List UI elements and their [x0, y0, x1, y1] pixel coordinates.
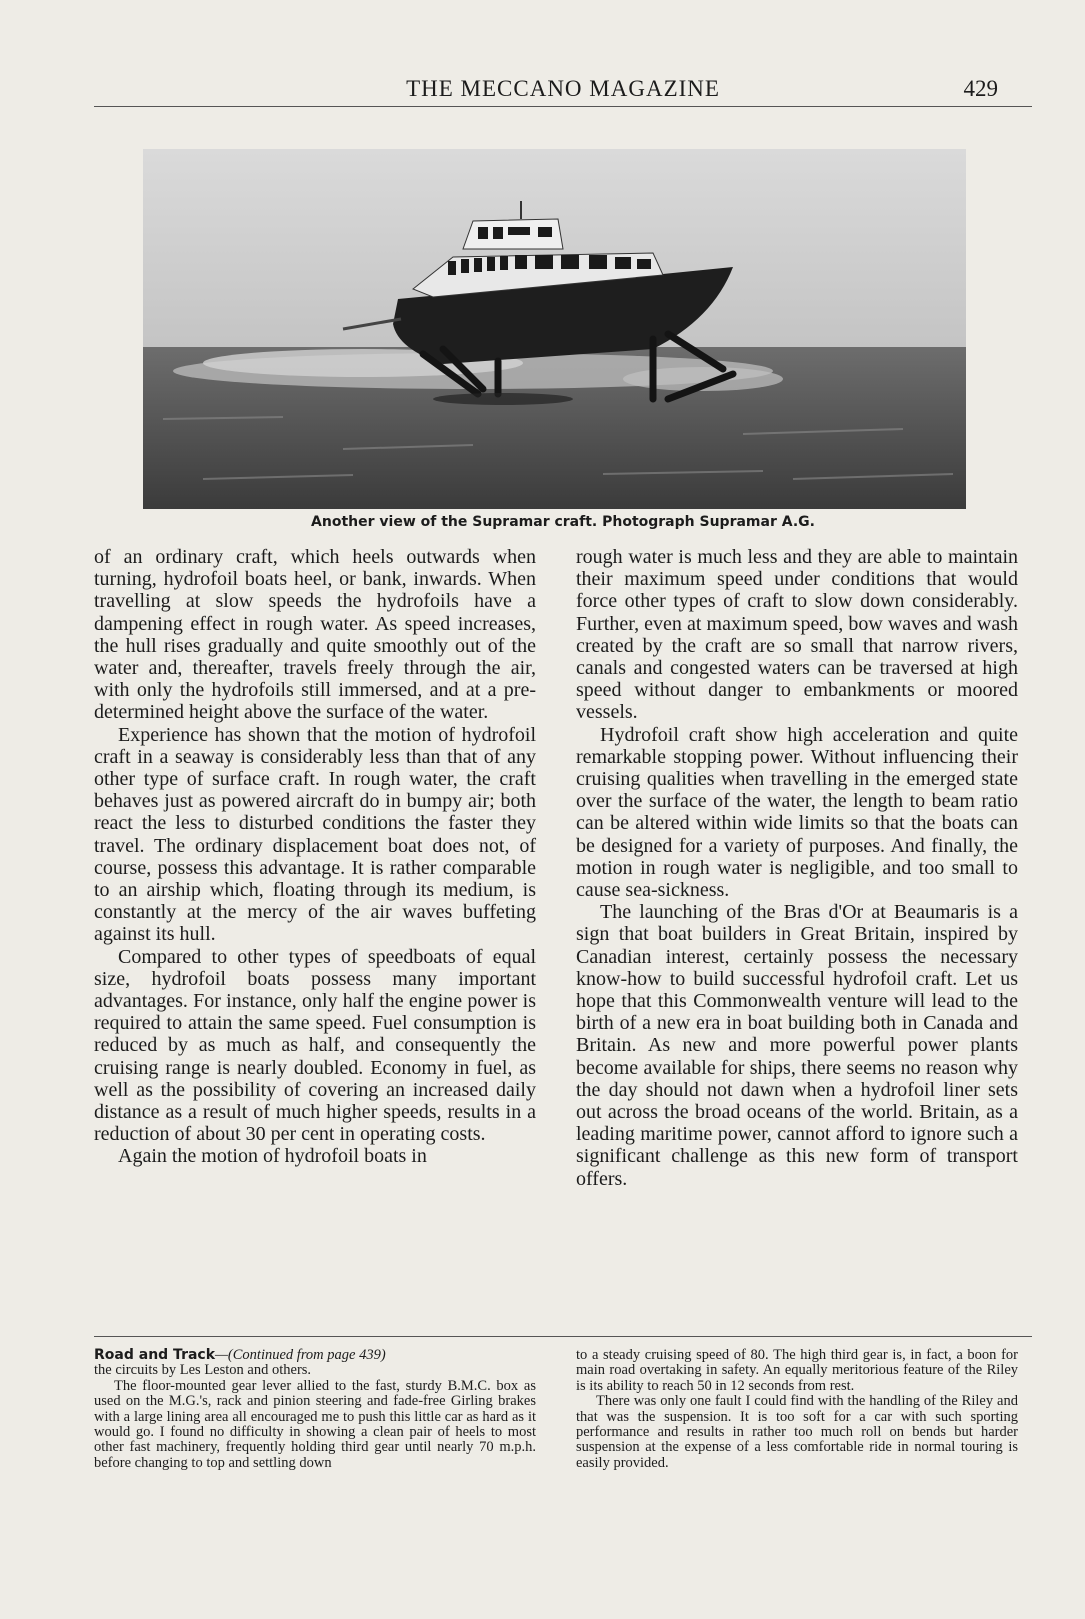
footnote-paragraph: The floor-mounted gear lever allied to the fast, sturdy B.M.C. box as used on the M.G.'s, rack and pinion steering and fade-free Girling brakes with a large lining area all encouraged me to push this little car as hard as it would go. I found no difficulty in showing a clean pair of heels to most other fast machinery, frequently holding third gear until nearly 70 m.p.h. before changing to top and settling down	[94, 1377, 536, 1471]
article-right-column	[576, 546, 1018, 1190]
hydrofoil-photo	[143, 149, 966, 509]
article-paragraph: Hydrofoil craft show high acceleration and quite remarkable stopping power. Without influencing their cruising qualities when travelling in the emerged state over the surface of the water, the length to beam ratio can be altered within wide limits so that the boats can be designed for a variety of purposes. And finally, the motion in rough water is negligible, and too small to cause sea-sickness.	[576, 723, 1018, 902]
footnote-continued: —(Continued from page 439)	[215, 1347, 386, 1363]
article-paragraph: Compared to other types of speedboats of equal size, hydrofoil boats possess many important advantages. For instance, only half the engine power is required to attain the same speed. Fuel consumption is reduced by as much as half, and consequently the cruising range is nearly doubled. Economy in fuel, as well as the possibility of covering an increased daily distance as a result of much higher speeds, results in a reduction of about 30 per cent in operating costs.	[94, 945, 536, 1146]
article-paragraph: rough water is much less and they are able to maintain their maximum speed under conditions that would force other types of craft to slow down considerably. Further, even at maximum speed, bow waves and wash created by the craft are so small that narrow rivers, canals and congested waters can be traversed at high speed without danger to embankments or moored vessels.	[576, 546, 1018, 724]
section-divider	[94, 1336, 1032, 1337]
article-paragraph: Experience has shown that the motion of hydrofoil craft in a seaway is considerably less than that of any other type of surface craft. In rough water, the craft behaves just as powered aircraft do in bumpy air; both react the less to disturbed conditions the faster they travel. The ordinary displacement boat does not, of course, possess this advantage. It is rather comparable to an airship which, floating through its medium, is constantly at the mercy of the air waves buffeting against its hull.	[94, 723, 536, 946]
article-paragraph: of an ordinary craft, which heels outwards when turning, hydrofoil boats heel, or bank, inwards. When travelling at slow speeds the hydrofoils have a dampening effect in rough water. As speed increases, the hull rises gradually and quite smoothly out of the water and, thereafter, travels freely through the air, with only the hydrofoils still immersed, and at a pre-determined height above the surface of the water.	[94, 546, 536, 724]
photo-caption: Another view of the Supramar craft. Photograph Supramar A.G.	[311, 514, 815, 530]
article-paragraph: The launching of the Bras d'Or at Beaumaris is a sign that boat builders in Great Britain, inspired by Canadian interest, certainly possess the necessary know-how to build successful hydrofoil craft. Let us hope that this Commonwealth venture will lead to the birth of a new era in boat building both in Canada and Britain. As new and more powerful power plants become available for ships, there seems no reason why the day should not dawn when a hydrofoil liner sets out across the broad oceans of the world. Britain, as a leading maritime power, cannot afford to ignore such a significant challenge as this new form of transport offers.	[576, 901, 1018, 1190]
footnote-left-column	[94, 1348, 536, 1471]
page-header	[94, 76, 1032, 107]
footnote-paragraph: to a steady cruising speed of 80. The high third gear is, in fact, a boon for main road overtaking in safety. An equally meritorious feature of the Riley is its ability to reach 50 in 12 seconds from rest.	[576, 1347, 1018, 1394]
magazine-title: THE MECCANO MAGAZINE	[406, 76, 720, 101]
page-number: 429	[963, 76, 998, 101]
footnote-heading-line	[94, 1348, 536, 1363]
footnote-paragraph: the circuits by Les Leston and others.	[94, 1362, 312, 1379]
footnote-right-column	[576, 1348, 1018, 1471]
footnote-paragraph: There was only one fault I could find with the handling of the Riley and that was the suspension. It is too soft for a car with such sporting performance and results in rather too much roll on bends but harder suspension at the expense of a less comfortable ride in normal touring is easily provided.	[576, 1393, 1018, 1471]
article-left-column	[94, 546, 536, 1168]
footnote-heading: Road and Track	[94, 1347, 216, 1363]
article-paragraph: Again the motion of hydrofoil boats in	[118, 1145, 427, 1168]
